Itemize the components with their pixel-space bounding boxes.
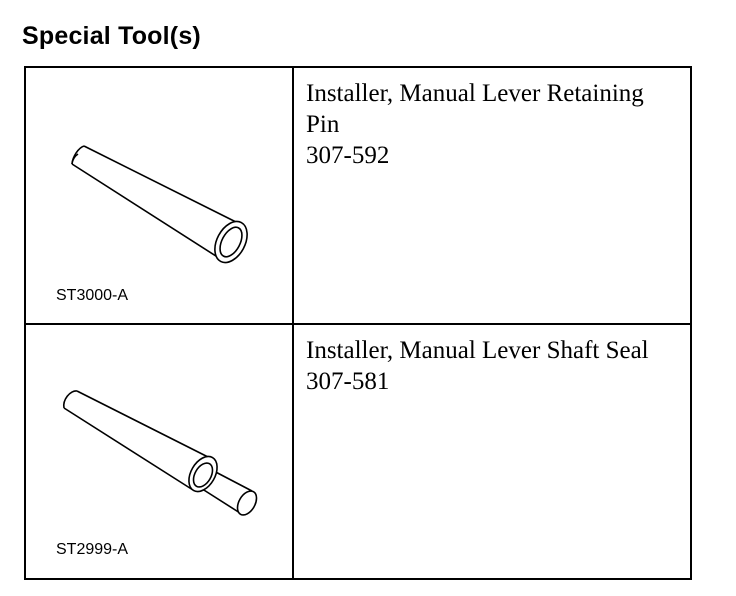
- table-row: [26, 325, 690, 578]
- tool-description: [306, 335, 676, 397]
- tool-name: Installer, Manual Lever Retaining Pin: [306, 80, 644, 138]
- table-row: [26, 68, 690, 325]
- tool-part-number: 307-592: [306, 142, 390, 169]
- tool-description-cell: [294, 325, 690, 578]
- tool-image-code: ST2999-A: [56, 541, 129, 558]
- special-tools-table: [24, 66, 692, 580]
- tube-tool-icon: [26, 68, 292, 323]
- stepped-shaft-tool-icon: [26, 325, 292, 576]
- tool-description-cell: [294, 68, 690, 323]
- tool-name: Installer, Manual Lever Shaft Seal: [306, 337, 649, 364]
- tool-illustration-cell: [26, 68, 294, 323]
- tool-description: [306, 78, 676, 171]
- page-title: Special Tool(s): [22, 22, 201, 50]
- tool-part-number: 307-581: [306, 368, 390, 395]
- tool-illustration-cell: [26, 325, 294, 578]
- tool-image-code: ST3000-A: [56, 287, 129, 304]
